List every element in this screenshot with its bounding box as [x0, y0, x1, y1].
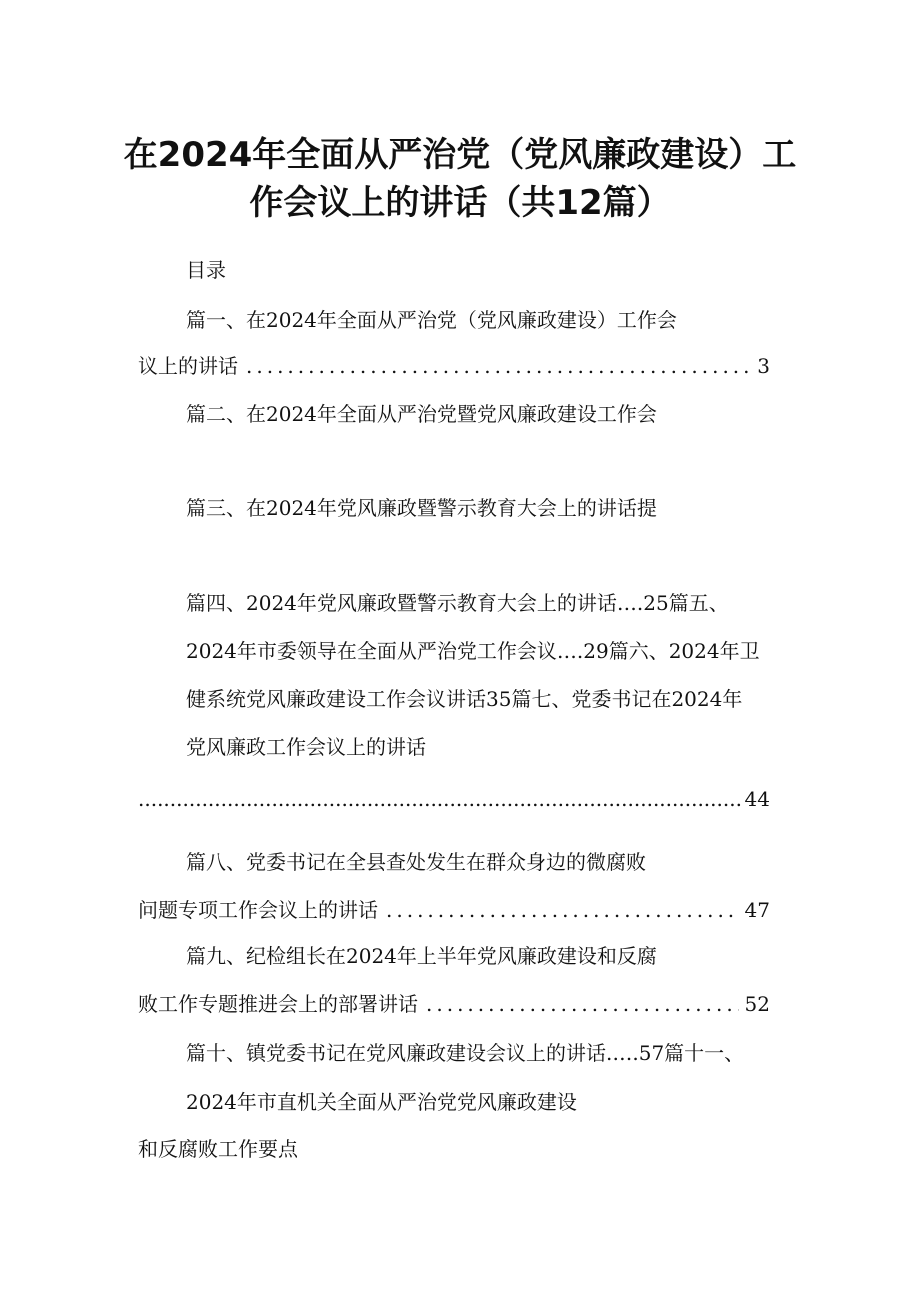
- toc-entry-row: [138, 900, 770, 920]
- toc-line: 和反腐败工作要点: [138, 1137, 298, 1161]
- toc-entry-row: [138, 994, 770, 1014]
- toc-entry-row: [138, 356, 770, 376]
- toc-line: 篇三、在2024年党风廉政暨警示教育大会上的讲话提: [186, 496, 657, 520]
- page-number: 44: [744, 787, 770, 811]
- title-line-1: 在2024年全面从严治党（党风廉政建设）工: [123, 135, 797, 175]
- dot-leader: [138, 789, 743, 809]
- dot-leader: [426, 994, 739, 1014]
- toc-line: 篇八、党委书记在全县查处发生在群众身边的微腐败: [186, 850, 646, 874]
- toc-line: 党风廉政工作会议上的讲话: [186, 735, 426, 759]
- dot-leader: [386, 900, 739, 920]
- toc-entry-text: 问题专项工作会议上的讲话: [138, 898, 378, 922]
- toc-heading: 目录: [186, 258, 226, 282]
- dot-leader: [246, 356, 751, 376]
- toc-entry-row: [138, 789, 770, 809]
- toc-line: 篇九、纪检组长在2024年上半年党风廉政建设和反腐: [186, 944, 657, 968]
- page-number: 3: [757, 354, 770, 378]
- page-number: 47: [744, 898, 770, 922]
- toc-line: 篇二、在2024年全面从严治党暨党风廉政建设工作会: [186, 402, 657, 426]
- toc-line: 篇十、镇党委书记在党风廉政建设会议上的讲话.….57篇十一、: [186, 1041, 745, 1065]
- toc-line: 篇四、2024年党风廉政暨警示教育大会上的讲话….25篇五、: [186, 591, 729, 615]
- toc-line: 篇一、在2024年全面从严治党（党风廉政建设）工作会: [186, 308, 677, 332]
- title-line-2: 作会议上的讲话（共12篇）: [249, 183, 671, 223]
- toc-line: 2024年市委领导在全面从严治党工作会议….29篇六、2024年卫: [186, 639, 760, 663]
- toc-line: 2024年市直机关全面从严治党党风廉政建设: [186, 1090, 577, 1114]
- toc-entry-text: 议上的讲话: [138, 354, 238, 378]
- page-number: 52: [744, 992, 770, 1016]
- toc-line: 健系统党风廉政建设工作会议讲话35篇七、党委书记在2024年: [186, 687, 743, 711]
- toc-entry-text: 败工作专题推进会上的部署讲话: [138, 992, 418, 1016]
